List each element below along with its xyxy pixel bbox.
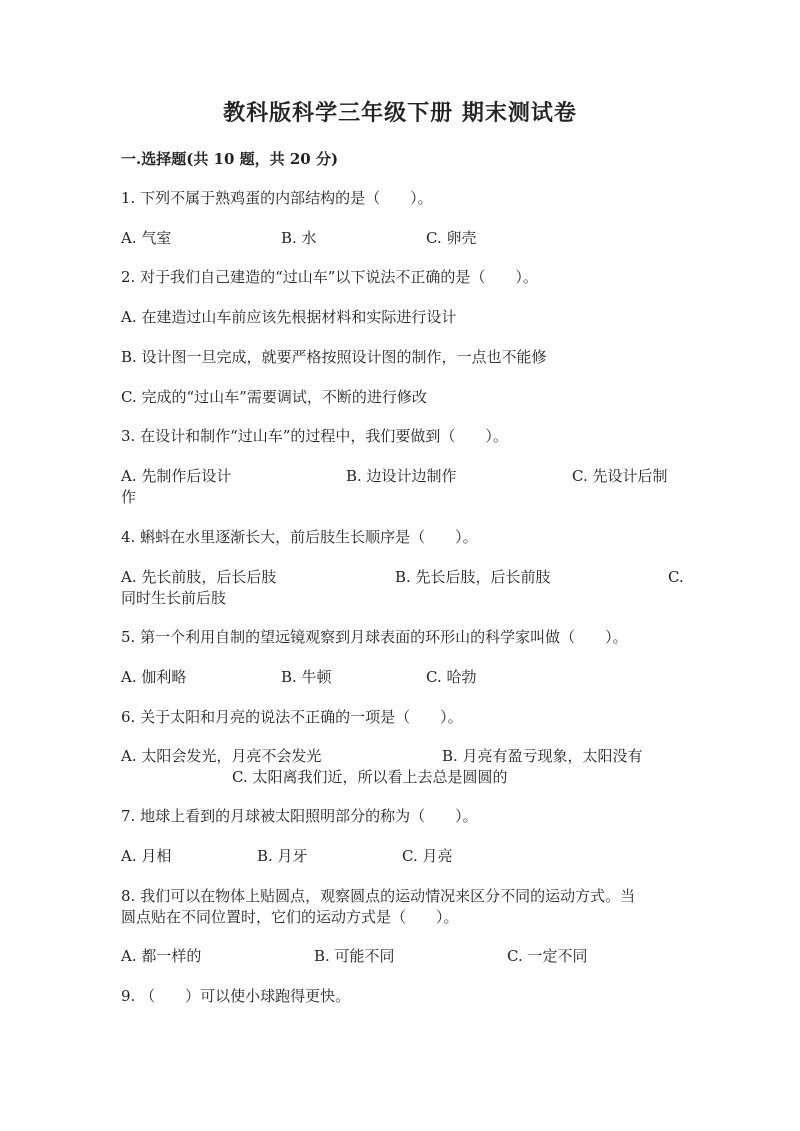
question-8-option-a: A. 都一样的	[121, 947, 202, 965]
question-8-stem-continued: 圆点贴在不同位置时，它们的运动方式是（ ）。	[121, 908, 459, 926]
question-2-stem: 2. 对于我们自己建造的“过山车”以下说法不正确的是（ ）。	[121, 268, 538, 286]
question-6-option-c: C. 太阳离我们近，所以看上去总是圆圆的	[232, 768, 508, 786]
question-8-option-c: C. 一定不同	[507, 947, 588, 965]
question-2-option-c: C. 完成的“过山车”需要调试，不断的进行修改	[121, 388, 427, 406]
question-5-stem: 5. 第一个利用自制的望远镜观察到月球表面的环形山的科学家叫做（ ）。	[121, 628, 628, 646]
question-7-option-b: B. 月牙	[257, 847, 308, 865]
question-7-option-a: A. 月相	[121, 847, 172, 865]
question-3-option-b: B. 边设计边制作	[346, 467, 457, 485]
question-6-option-a: A. 太阳会发光，月亮不会发光	[121, 747, 322, 765]
question-4-option-c-continued: 同时生长前后肢	[121, 589, 227, 607]
question-1-option-b: B. 水	[281, 229, 317, 247]
question-3-option-c: C. 先设计后制	[572, 467, 668, 485]
page-title: 教科版科学三年级下册 期末测试卷	[223, 100, 577, 126]
question-5-option-c: C. 哈勃	[426, 668, 477, 686]
section-heading: 一.选择题(共 10 题，共 20 分)	[121, 150, 339, 168]
question-2-option-b: B. 设计图一旦完成，就要严格按照设计图的制作，一点也不能修	[121, 348, 547, 366]
question-4-stem: 4. 蝌蚪在水里逐渐长大，前后肢生长顺序是（ ）。	[121, 528, 478, 546]
question-8-option-b: B. 可能不同	[314, 947, 395, 965]
question-9-stem: 9. （ ）可以使小球跑得更快。	[121, 987, 351, 1005]
question-3-option-a: A. 先制作后设计	[121, 467, 232, 485]
question-3-stem: 3. 在设计和制作“过山车”的过程中，我们要做到（ ）。	[121, 427, 508, 445]
question-5-option-a: A. 伽利略	[121, 668, 187, 686]
question-7-option-c: C. 月亮	[402, 847, 453, 865]
question-4-option-a: A. 先长前肢，后长后肢	[121, 568, 277, 586]
question-2-option-a: A. 在建造过山车前应该先根据材料和实际进行设计	[121, 308, 457, 326]
question-4-option-b: B. 先长后肢，后长前肢	[395, 568, 551, 586]
question-1-stem: 1. 下列不属于熟鸡蛋的内部结构的是（ ）。	[121, 189, 433, 207]
question-3-option-c-continued: 作	[121, 488, 137, 506]
question-1-option-a: A. 气室	[121, 229, 172, 247]
question-5-option-b: B. 牛顿	[281, 668, 332, 686]
question-1-option-c: C. 卵壳	[426, 229, 477, 247]
question-6-option-b: B. 月亮有盈亏现象，太阳没有	[442, 747, 643, 765]
question-8-stem: 8. 我们可以在物体上贴圆点，观察圆点的运动情况来区分不同的运动方式。当	[121, 887, 636, 905]
question-6-stem: 6. 关于太阳和月亮的说法不正确的一项是（ ）。	[121, 708, 463, 726]
question-7-stem: 7. 地球上看到的月球被太阳照明部分的称为（ ）。	[121, 807, 478, 825]
question-4-option-c: C.	[668, 568, 684, 586]
